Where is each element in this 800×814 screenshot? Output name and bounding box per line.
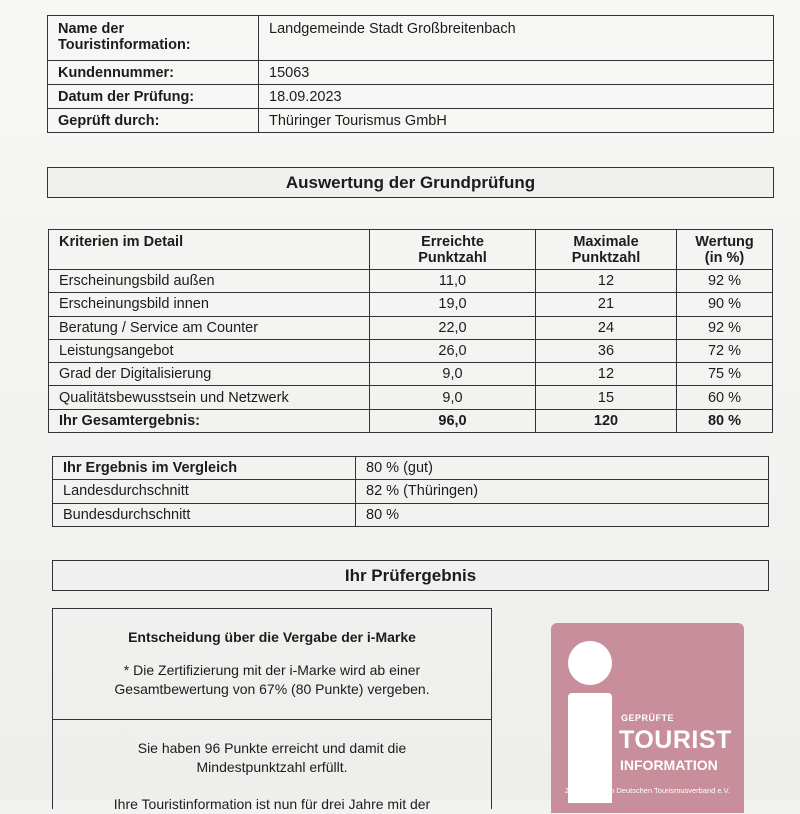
rating-percent: 92 %	[677, 316, 773, 339]
decision-box	[52, 608, 492, 812]
rating-percent: 90 %	[677, 293, 773, 316]
points-max: 24	[536, 316, 677, 339]
comparison-table	[52, 456, 769, 527]
table-row	[48, 85, 774, 109]
header-wertung: Wertung (in %)	[677, 230, 773, 270]
table-row	[49, 386, 773, 409]
points-max: 12	[536, 270, 677, 293]
points-achieved: 9,0	[370, 363, 536, 386]
info-value: Landgemeinde Stadt Großbreitenbach	[259, 16, 774, 61]
criterion-name: Erscheinungsbild außen	[49, 270, 370, 293]
rating-percent: 60 %	[677, 386, 773, 409]
result-line: Ihre Touristinformation ist nun für drei Jahre mit der	[113, 796, 431, 812]
points-max: 21	[536, 293, 677, 316]
table-row	[48, 16, 774, 61]
comparison-value: 80 % (gut)	[356, 457, 769, 480]
points-achieved: 11,0	[370, 270, 536, 293]
table-row	[48, 109, 774, 133]
comparison-label: Ihr Ergebnis im Vergleich	[53, 457, 356, 480]
info-table	[47, 15, 774, 133]
criterion-name: Qualitätsbewusstsein und Netzwerk	[49, 386, 370, 409]
table-row	[49, 339, 773, 362]
info-value: 15063	[259, 61, 774, 85]
header-maximale: Maximale Punktzahl	[536, 230, 677, 270]
points-achieved: 26,0	[370, 339, 536, 362]
points-achieved: 9,0	[370, 386, 536, 409]
criterion-name: Grad der Digitalisierung	[49, 363, 370, 386]
i-mark-dot-icon	[568, 641, 612, 685]
table-header-row	[49, 230, 773, 270]
section-title-pruefergebnis: Ihr Prüfergebnis	[52, 560, 769, 591]
table-row	[49, 270, 773, 293]
section-title-grundpruefung: Auswertung der Grundprüfung	[47, 167, 774, 198]
badge-line: TOURIST	[619, 726, 732, 754]
header-kriterien: Kriterien im Detail	[49, 230, 370, 270]
info-label: Name der Touristinformation:	[48, 16, 259, 61]
decision-note-line: Gesamtbewertung von 67% (80 Punkte) vergeben.	[114, 681, 430, 697]
info-label: Kundennummer:	[48, 61, 259, 85]
badge-line: GEPRÜFTE	[621, 713, 675, 723]
decision-note-line: * Die Zertifizierung mit der i-Marke wird ab einer	[123, 662, 421, 678]
table-row	[49, 293, 773, 316]
table-row	[49, 316, 773, 339]
decision-title: Entscheidung über die Vergabe der i-Marke	[128, 629, 416, 645]
criteria-table	[48, 229, 773, 433]
table-row	[53, 480, 769, 503]
badge-line: Zertifiziert vom Deutschen Tourismusverband e.V.	[565, 786, 731, 795]
table-row	[49, 363, 773, 386]
total-max: 120	[536, 409, 677, 432]
info-label: Geprüft durch:	[48, 109, 259, 133]
table-row	[53, 457, 769, 480]
criterion-name: Leistungsangebot	[49, 339, 370, 362]
header-erreichte: Erreichte Punktzahl	[370, 230, 536, 270]
total-row	[49, 409, 773, 432]
comparison-value: 80 %	[356, 503, 769, 526]
badge-line: INFORMATION	[620, 757, 718, 773]
criterion-name: Beratung / Service am Counter	[49, 316, 370, 339]
rating-percent: 92 %	[677, 270, 773, 293]
comparison-label: Landesdurchschnitt	[53, 480, 356, 503]
points-achieved: 19,0	[370, 293, 536, 316]
rating-percent: 75 %	[677, 363, 773, 386]
points-max: 12	[536, 363, 677, 386]
total-label: Ihr Gesamtergebnis:	[49, 409, 370, 432]
result-line: Mindestpunktzahl erfüllt.	[196, 759, 348, 775]
total-percent: 80 %	[677, 409, 773, 432]
info-label: Datum der Prüfung:	[48, 85, 259, 109]
points-max: 36	[536, 339, 677, 362]
table-row	[53, 503, 769, 526]
decision-criteria-section	[53, 609, 491, 720]
points-max: 15	[536, 386, 677, 409]
tourist-information-badge	[551, 623, 744, 813]
table-row	[48, 61, 774, 85]
criterion-name: Erscheinungsbild innen	[49, 293, 370, 316]
comparison-value: 82 % (Thüringen)	[356, 480, 769, 503]
comparison-label: Bundesdurchschnitt	[53, 503, 356, 526]
info-value: 18.09.2023	[259, 85, 774, 109]
total-achieved: 96,0	[370, 409, 536, 432]
result-line: Sie haben 96 Punkte erreicht und damit die	[137, 740, 407, 756]
info-value: Thüringer Tourismus GmbH	[259, 109, 774, 133]
points-achieved: 22,0	[370, 316, 536, 339]
rating-percent: 72 %	[677, 339, 773, 362]
